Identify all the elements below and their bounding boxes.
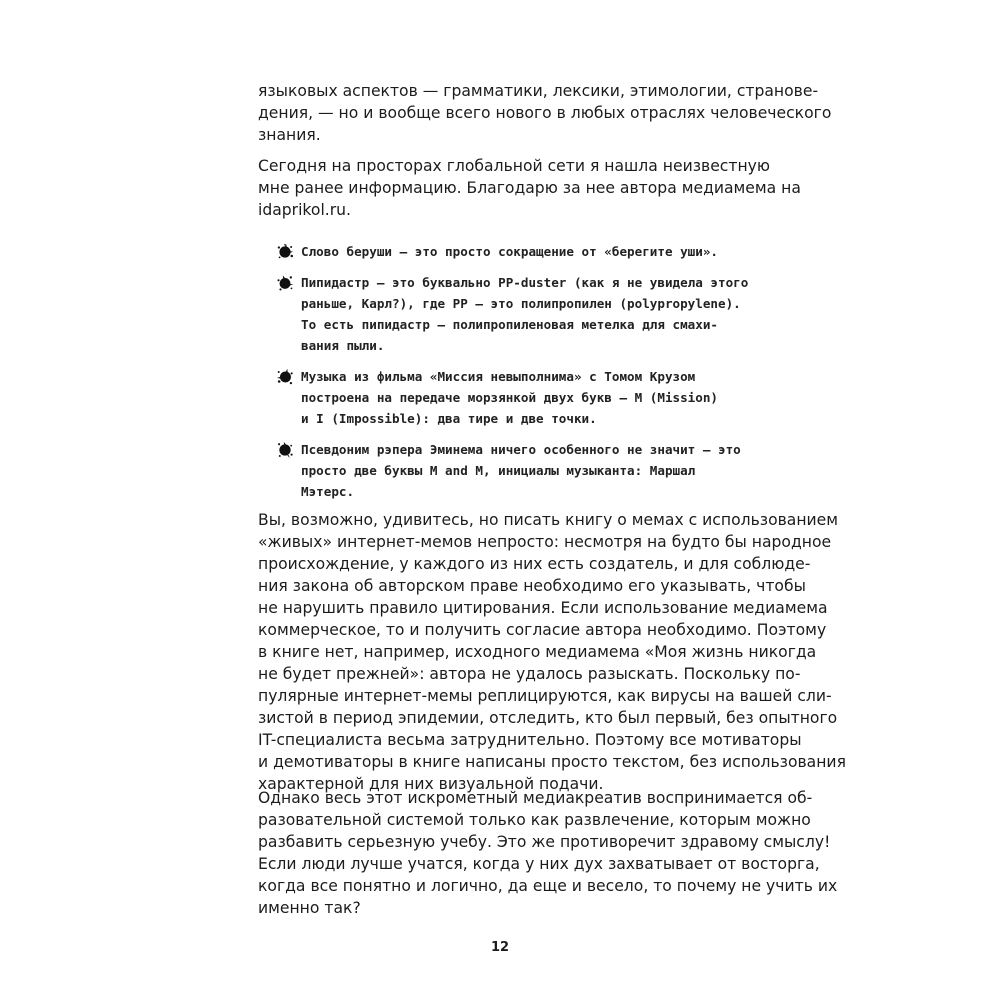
page-number: 12 [490, 940, 510, 955]
list-item-text: Мэтерс. [301, 484, 355, 499]
text-line: зистой в период эпидемии, отследить, кто был первый, без опытного [258, 709, 838, 727]
list-item-text: вания пыли. [301, 338, 385, 353]
list-item [276, 439, 756, 502]
text-line: не будет прежней»: автора не удалось разыскать. Поскольку по- [258, 665, 801, 683]
paragraph-copyright [258, 509, 846, 795]
list-item-text: Псевдоним рэпера Эминема ничего особенного не значит – это [301, 442, 741, 457]
ink-splat-icon [276, 441, 294, 459]
list-item-text: То есть пипидастр – полипропиленовая метелка для смахи- [301, 317, 719, 332]
text-line: мне ранее информацию. Благодарю за нее автора медиамема на [258, 179, 801, 197]
text-line: разбавить серьезную учебу. Это же противоречит здравому смыслу! [258, 833, 831, 851]
text-line: в книге нет, например, исходного медиамема «Моя жизнь никогда [258, 643, 817, 661]
ink-splat-icon [276, 243, 294, 261]
paragraph-conclusion [258, 787, 838, 919]
text-line: коммерческое, то и получить согласие автора необходимо. Поэтому [258, 621, 827, 639]
list-item-text: и I (Impossible): два тире и две точки. [301, 411, 597, 426]
text-line: пулярные интернет-мемы реплицируются, как вирусы на вашей сли- [258, 687, 832, 705]
text-line: Если люди лучше учатся, когда у них дух захватывает от восторга, [258, 855, 820, 873]
list-item-text: раньше, Карл?), где PP – это полипропилен (polypropylene). [301, 296, 741, 311]
text-line: Однако весь этот искрометный медиакреатив воспринимается об- [258, 789, 813, 807]
text-line: именно так? [258, 899, 361, 917]
text-line: дения, — но и вообще всего нового в любых отраслях человеческого [258, 104, 832, 122]
list-item [276, 241, 756, 262]
text-line: знания. [258, 126, 321, 144]
list-item [276, 272, 756, 356]
text-line: «живых» интернет-мемов непросто: несмотря на будто бы народное [258, 533, 832, 551]
text-line: характерной для них визуальной подачи. [258, 775, 604, 793]
text-line: Сегодня на просторах глобальной сети я нашла неизвестную [258, 157, 770, 175]
paragraph-intro-continued [258, 80, 832, 146]
text-line: IT-специалиста весьма затруднительно. Поэтому все мотиваторы [258, 731, 802, 749]
list-item-text: Музыка из фильма «Миссия невыполнима» с Томом Крузом [301, 369, 696, 384]
ink-splat-icon [276, 274, 294, 292]
list-item-text: построена на передаче морзянкой двух букв – M (Mission) [301, 390, 719, 405]
facts-list [276, 241, 756, 502]
text-line: Вы, возможно, удивитесь, но писать книгу о мемах с использованием [258, 511, 839, 529]
ink-splat-icon [276, 368, 294, 386]
text-line: разовательной системой только как развлечение, которым можно [258, 811, 811, 829]
text-line: происхождение, у каждого из них есть создатель, и для соблюде- [258, 555, 811, 573]
text-line: языковых аспектов — грамматики, лексики, этимологии, странове- [258, 82, 819, 100]
text-line: не нарушить правило цитирования. Если использование медиамема [258, 599, 828, 617]
list-item-text: Пипидастр – это буквально PP-duster (как я не увидела этого [301, 275, 749, 290]
text-line: когда все понятно и логично, да еще и весело, то почему не учить их [258, 877, 838, 895]
text-line: и демотиваторы в книге написаны просто текстом, без использования [258, 753, 846, 771]
text-line: ния закона об авторском праве необходимо его указывать, чтобы [258, 577, 806, 595]
paragraph-source [258, 155, 801, 221]
list-item-text: Слово беруши – это просто сокращение от «берегите уши». [301, 244, 719, 259]
text-line: idaprikol.ru. [258, 201, 351, 219]
list-item-text: просто две буквы M and M, инициалы музыканта: Маршал [301, 463, 696, 478]
list-item [276, 366, 756, 429]
